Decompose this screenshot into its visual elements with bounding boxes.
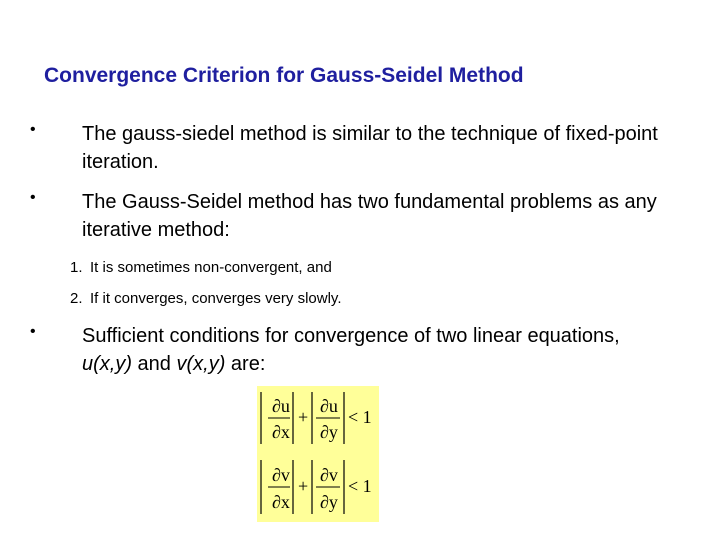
bullet-text — [82, 322, 662, 378]
formula-row-1 — [261, 392, 372, 444]
denominator: ∂y — [320, 422, 338, 442]
item-number: 2. — [70, 290, 83, 307]
denominator: ∂x — [272, 422, 290, 442]
formula-row-2 — [261, 460, 372, 514]
numerator: ∂v — [272, 465, 290, 485]
function-v: v(x,y) — [176, 353, 226, 375]
bullet-dot: • — [30, 121, 36, 138]
relation: < 1 — [348, 476, 372, 496]
numerator: ∂u — [320, 396, 338, 416]
bullet-text: The gauss-siedel method is similar to the technique of fixed-point iteration. — [82, 123, 658, 173]
denominator: ∂y — [320, 492, 338, 512]
numbered-item — [70, 257, 332, 279]
plus-operator: + — [298, 476, 309, 496]
slide-title: Convergence Criterion for Gauss-Seidel Method — [44, 64, 524, 87]
convergence-formula — [257, 386, 379, 522]
text-part: and — [132, 353, 177, 375]
item-text: It is sometimes non-convergent, and — [90, 259, 332, 276]
text-part: Sufficient conditions for convergence of two linear equations, — [82, 325, 620, 347]
bullet-dot: • — [30, 189, 36, 206]
bullet-text: The Gauss-Seidel method has two fundamental problems as any iterative method: — [82, 191, 657, 241]
item-text: If it converges, converges very slowly. — [90, 290, 342, 307]
denominator: ∂x — [272, 492, 290, 512]
numerator: ∂v — [320, 465, 338, 485]
function-u: u(x,y) — [82, 353, 132, 375]
text-part: are: — [225, 353, 266, 375]
plus-operator: + — [298, 407, 309, 427]
item-number: 1. — [70, 259, 83, 276]
numerator: ∂u — [272, 396, 290, 416]
bullet-dot: • — [30, 323, 36, 340]
numbered-item — [70, 288, 341, 310]
relation: < 1 — [348, 407, 372, 427]
